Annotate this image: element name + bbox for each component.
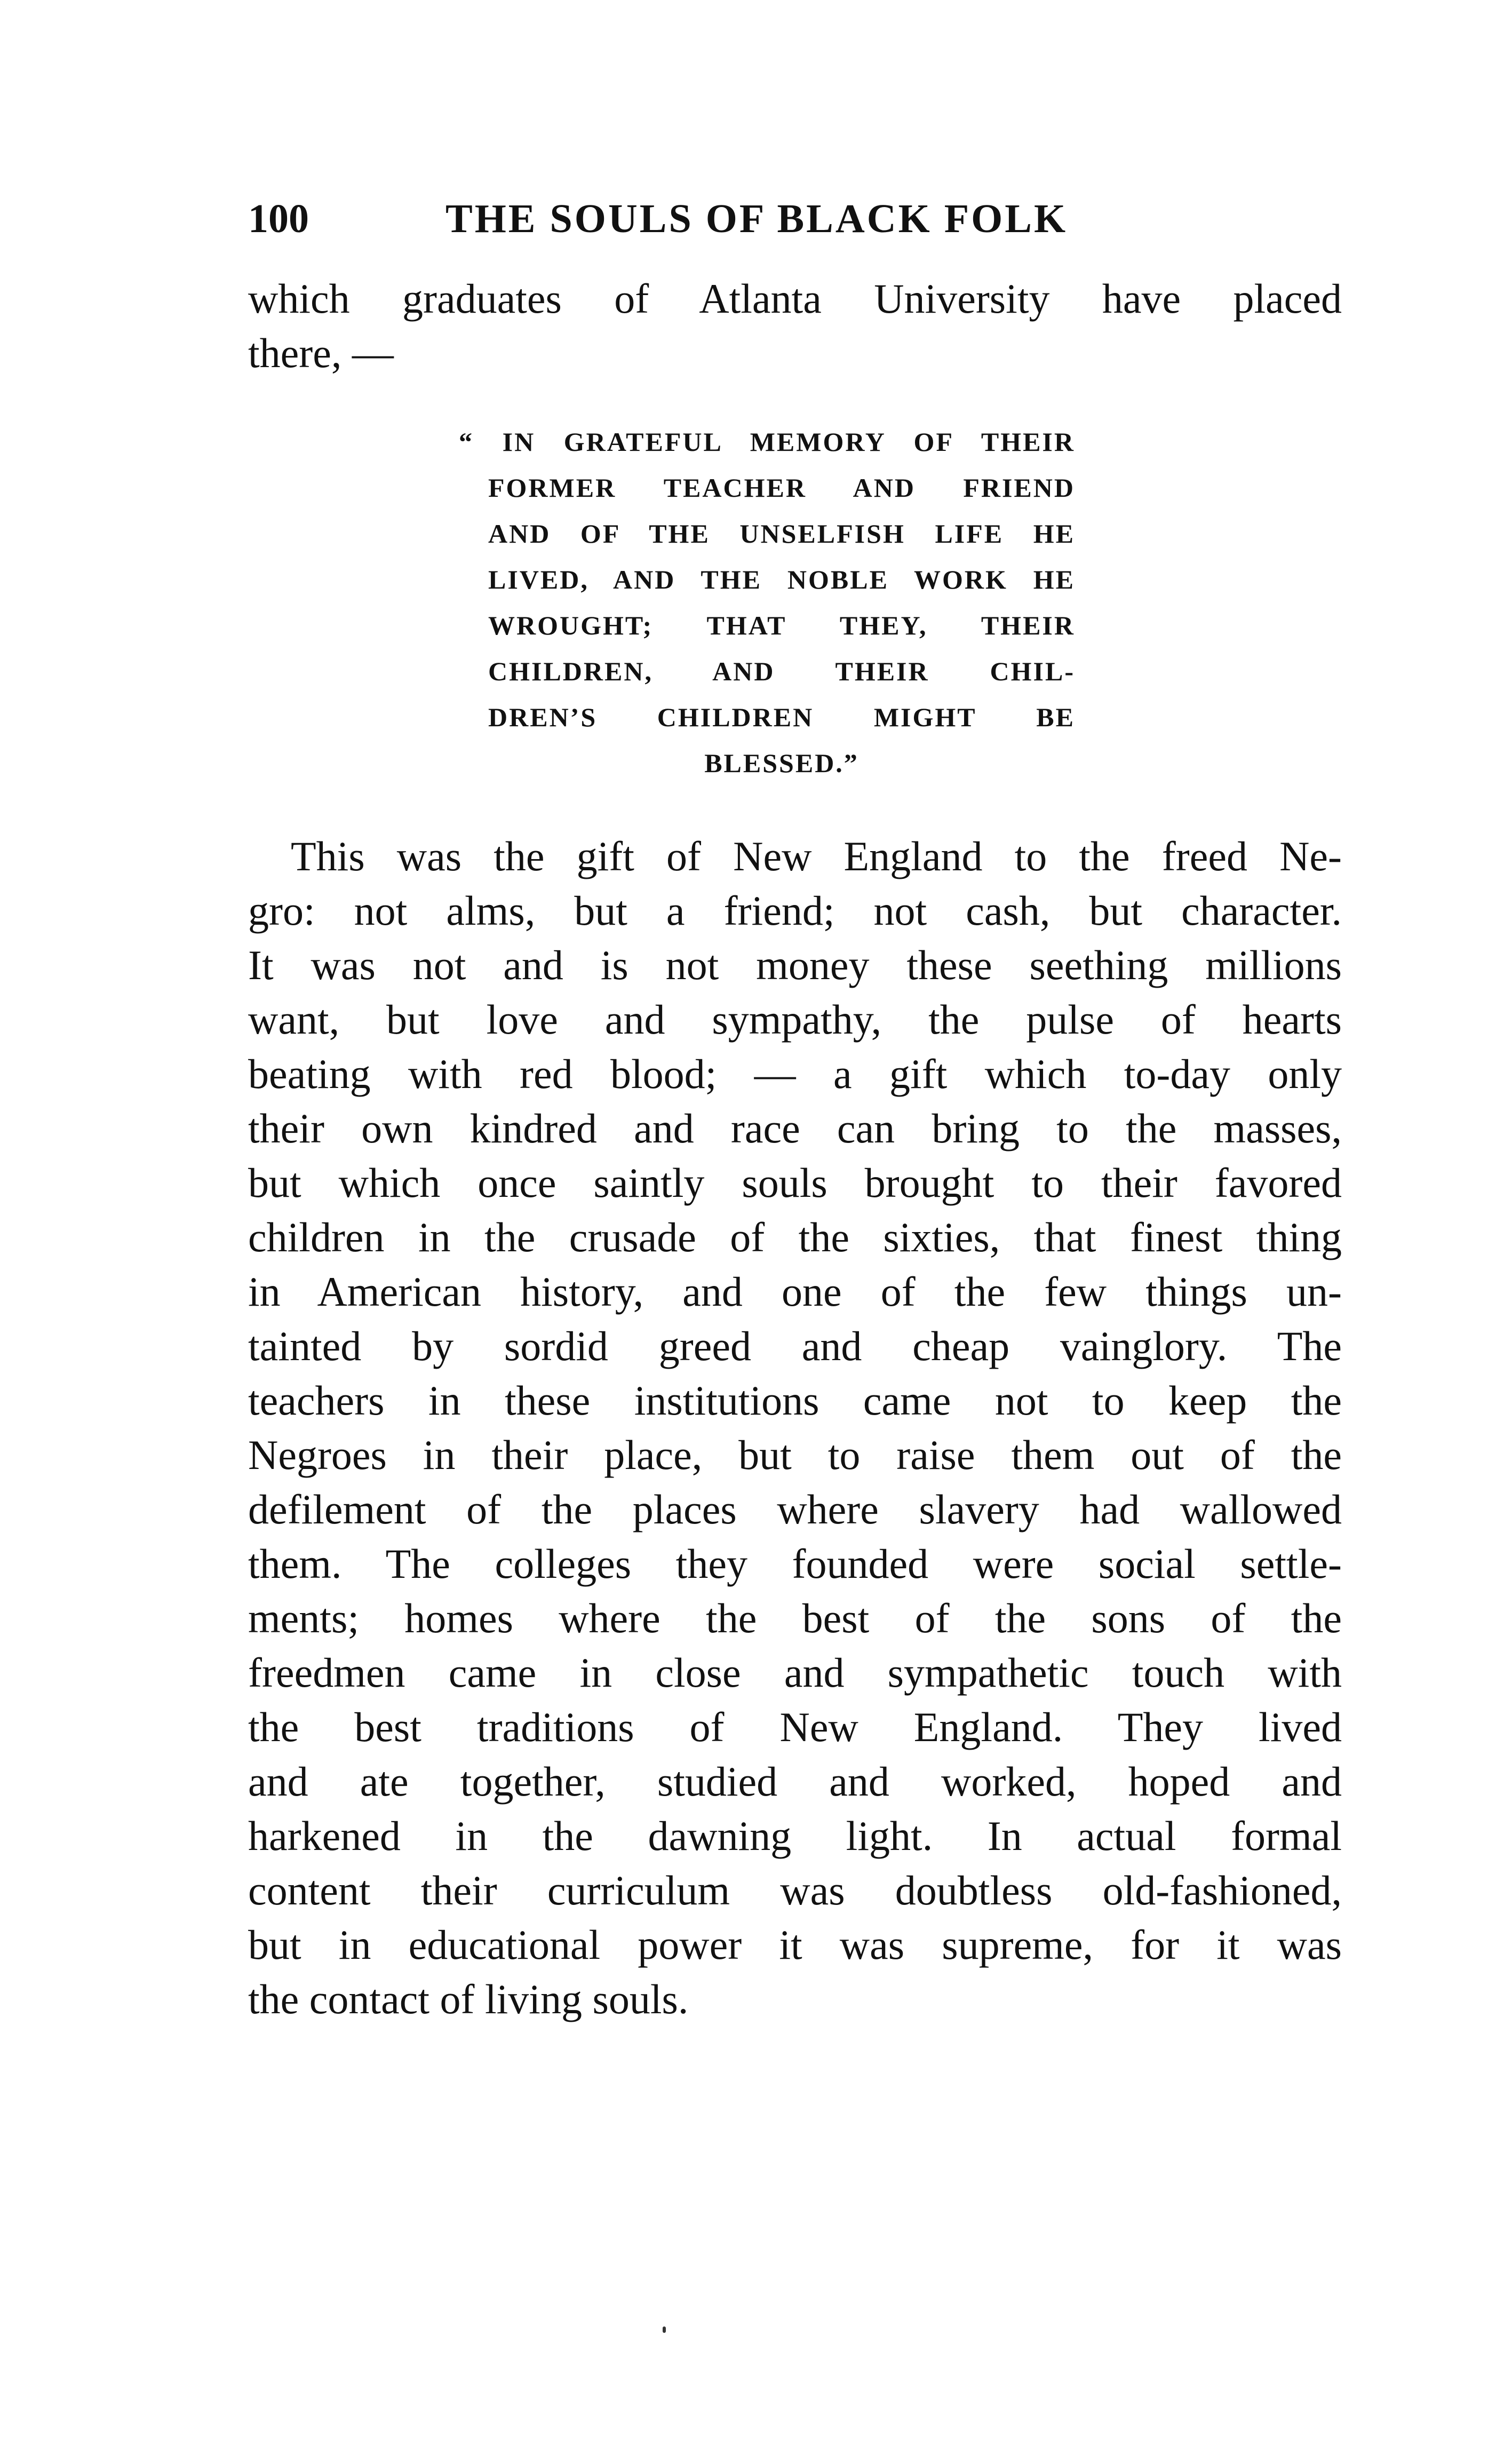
text-line: gro: not alms, but a friend; not cash, but character. <box>248 887 1342 934</box>
text-line: the contact of living souls. <box>248 1976 689 2022</box>
text-line: want, but love and sympathy, the pulse of hearts <box>248 996 1342 1043</box>
inscription-line: CHILDREN, AND THEIR CHIL- <box>488 656 1075 686</box>
text-line: but in educational power it was supreme, for it was <box>248 1921 1342 1968</box>
text-line: there, — <box>248 330 394 376</box>
text-line: but which once saintly souls brought to their favored <box>248 1159 1342 1206</box>
text-line: and ate together, studied and worked, hoped and <box>248 1758 1342 1805</box>
inscription-line: DREN’S CHILDREN MIGHT BE <box>488 702 1075 732</box>
inscription-line: AND OF THE UNSELFISH LIFE HE <box>488 519 1075 549</box>
text-line: teachers in these institutions came not to keep the <box>248 1377 1342 1424</box>
page-number: 100 <box>248 196 309 241</box>
text-line: Negroes in their place, but to raise them out of the <box>248 1432 1342 1478</box>
text-line: defilement of the places where slavery had wallowed <box>248 1486 1342 1532</box>
text-line: in American history, and one of the few things un- <box>248 1268 1342 1315</box>
inscription-line: LIVED, AND THE NOBLE WORK HE <box>488 565 1075 594</box>
text-line: their own kindred and race can bring to the masses, <box>248 1105 1342 1151</box>
text-line: which graduates of Atlanta University have placed <box>248 275 1342 322</box>
running-head: THE SOULS OF BLACK FOLK <box>445 196 1068 241</box>
text-line: beating with red blood; — a gift which to-day only <box>248 1051 1342 1097</box>
text-line: the best traditions of New England. They lived <box>248 1704 1342 1750</box>
inscription-line: BLESSED.” <box>704 748 859 778</box>
text-line: content their curriculum was doubtless old-fashioned, <box>248 1867 1342 1913</box>
inscription-line: FORMER TEACHER AND FRIEND <box>488 473 1075 503</box>
text-line: children in the crusade of the sixties, that finest thing <box>248 1214 1342 1260</box>
text-line: This was the gift of New England to the freed Ne- <box>291 833 1342 879</box>
ink-speck <box>663 2326 666 2333</box>
page-header <box>248 189 1358 248</box>
inscription-line: WROUGHT; THAT THEY, THEIR <box>488 610 1075 640</box>
inscription-line: “ IN GRATEFUL MEMORY OF THEIR <box>459 427 1075 457</box>
text-line: It was not and is not money these seething millions <box>248 942 1342 988</box>
text-line: ments; homes where the best of the sons of the <box>248 1595 1342 1641</box>
text-line: tainted by sordid greed and cheap vainglory. The <box>248 1323 1342 1369</box>
text-line: them. The colleges they founded were social settle- <box>248 1540 1342 1587</box>
text-line: harkened in the dawning light. In actual formal <box>248 1813 1342 1859</box>
text-line: freedmen came in close and sympathetic touch with <box>248 1649 1342 1696</box>
